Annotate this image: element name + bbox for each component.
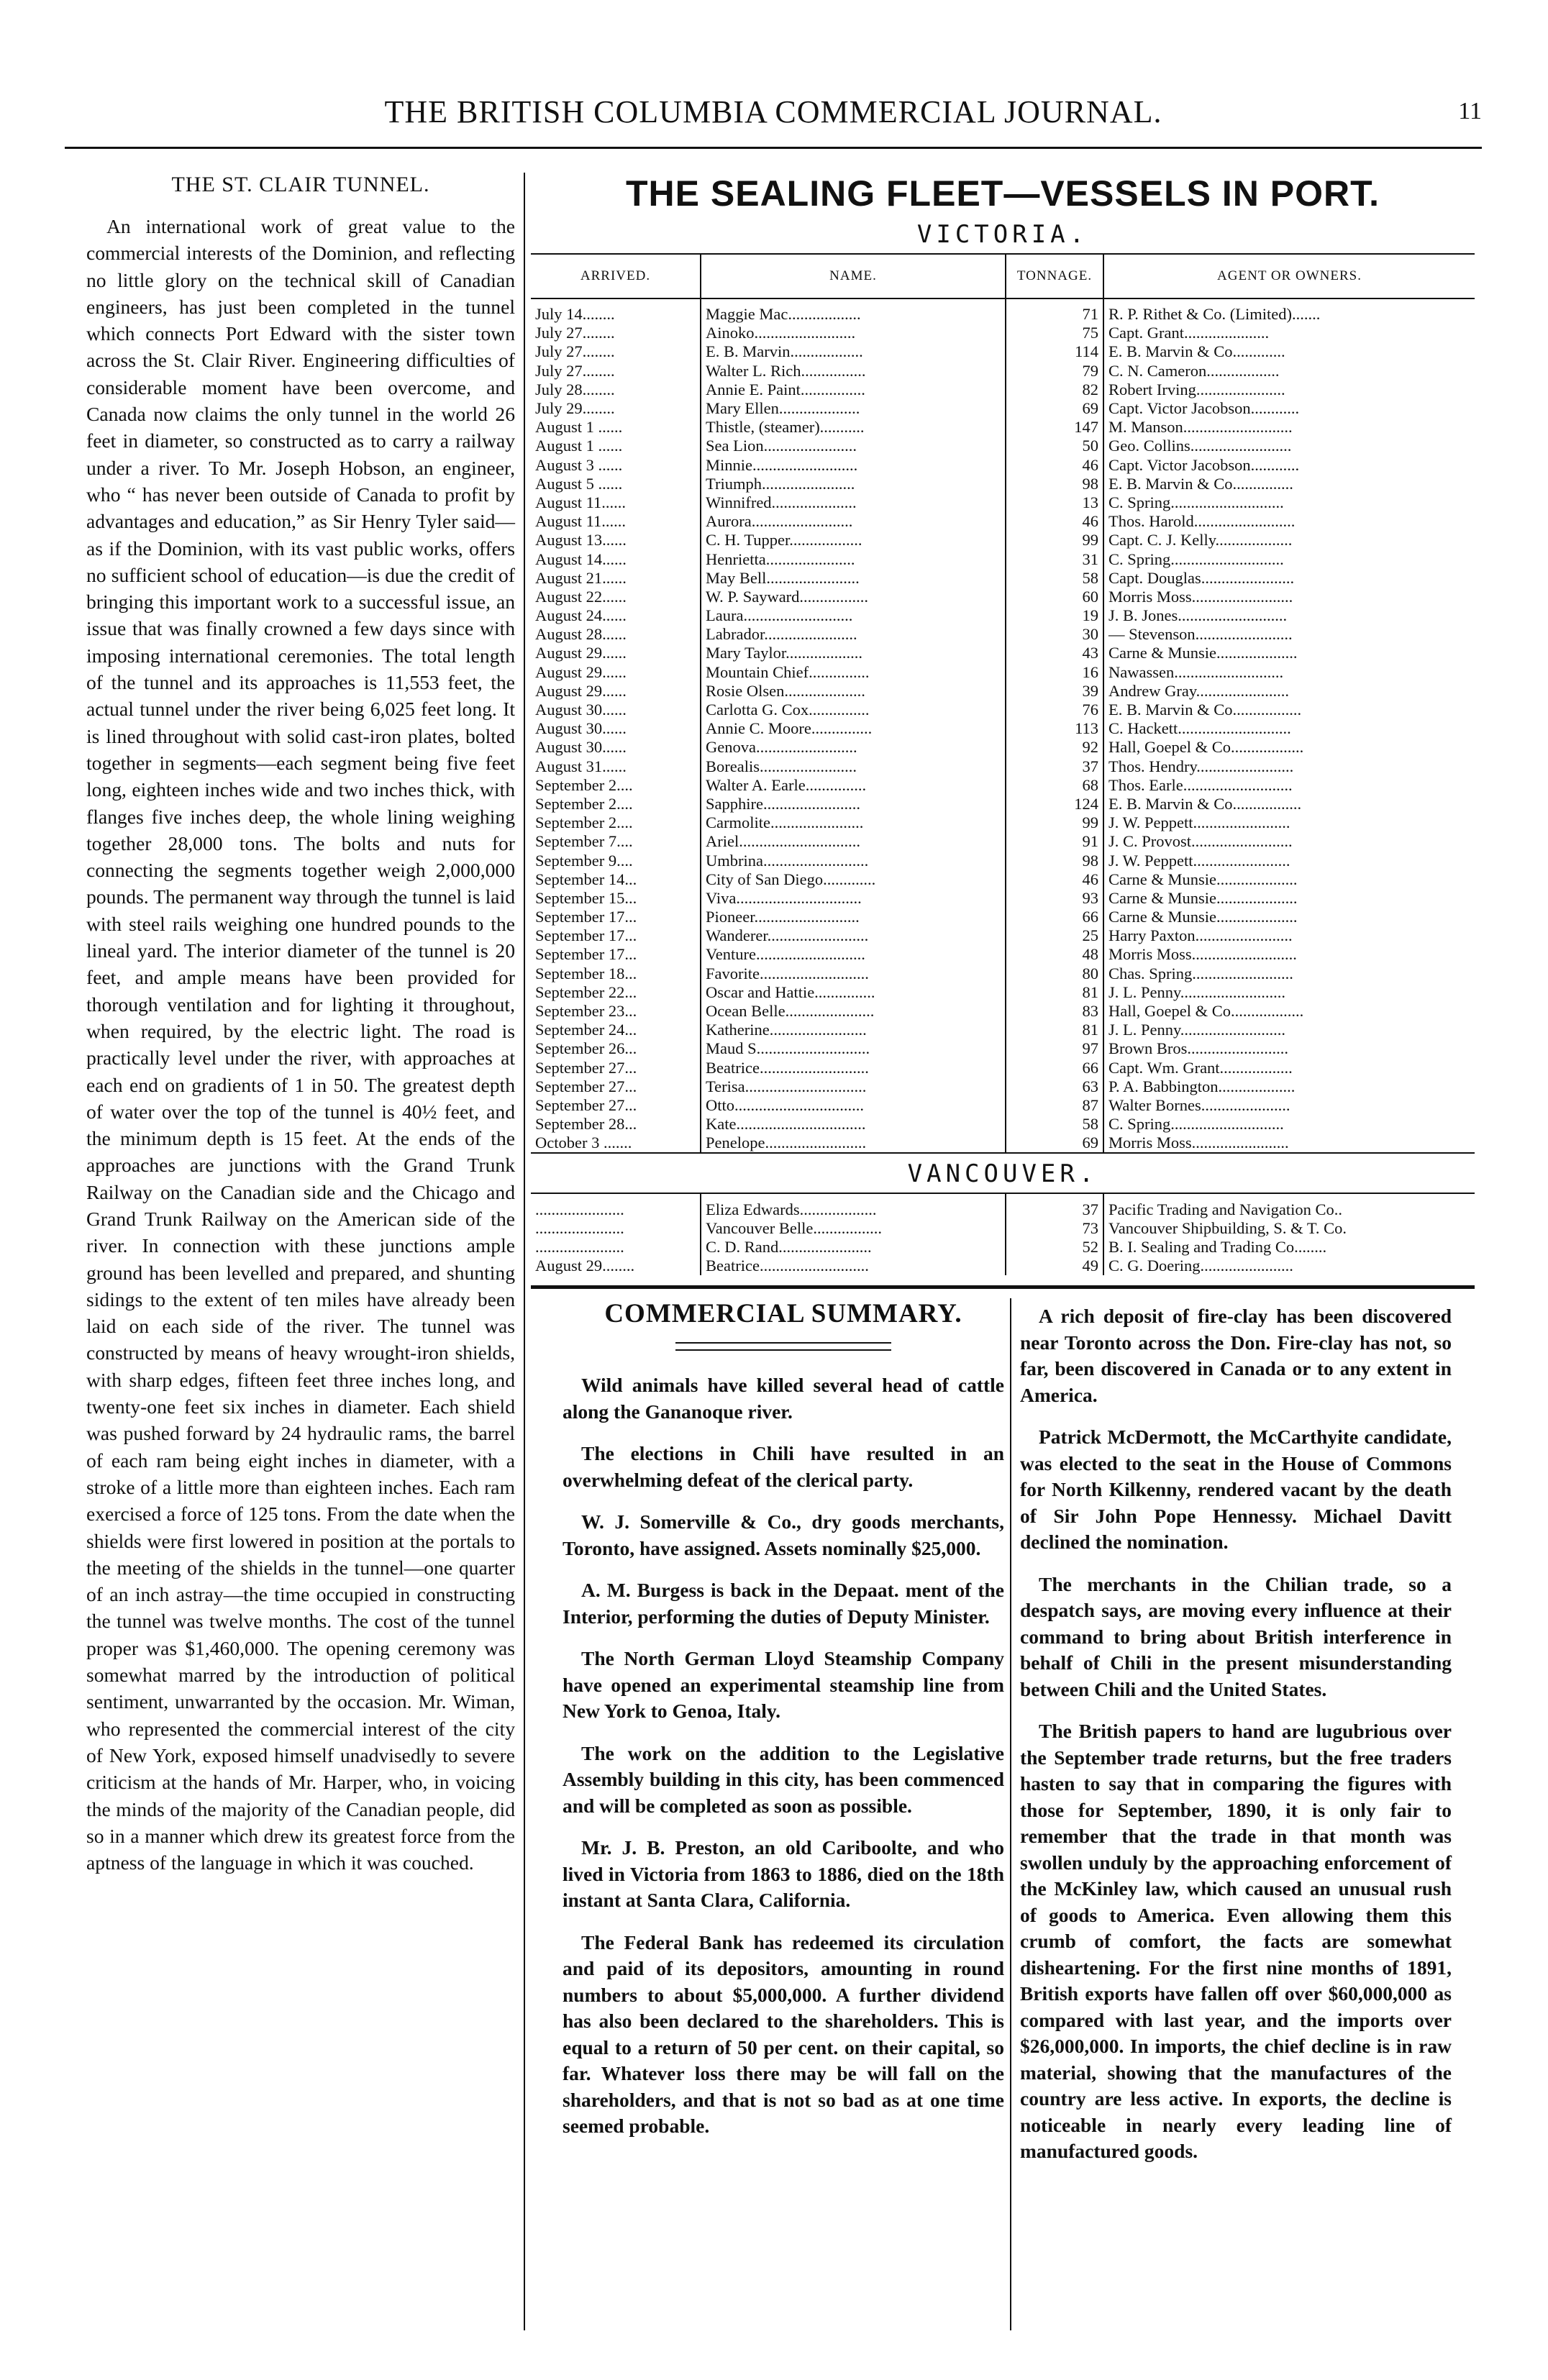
- cell-agent: C. Spring............................: [1108, 493, 1284, 511]
- cell-arrived: August 29........: [531, 1257, 701, 1275]
- cell-arrived: August 14......: [531, 550, 701, 568]
- cell-agent: Hall, Goepel & Co..................: [1108, 1002, 1304, 1021]
- cell-arrived: September 2....: [531, 795, 701, 813]
- cell-tonnage: 81: [1006, 983, 1103, 1002]
- cell-tonnage: 50: [1006, 437, 1103, 455]
- summary-continued-column: [1020, 1303, 1452, 2181]
- cell-arrived: ......................: [531, 1194, 701, 1218]
- cell-tonnage: 79: [1006, 362, 1103, 380]
- cell-arrived: August 29......: [531, 663, 701, 682]
- cell-name: Henrietta......................: [701, 550, 1006, 568]
- cell-name: Annie E. Paint................: [701, 380, 1006, 399]
- cell-agent: Carne & Munsie....................: [1108, 888, 1298, 907]
- cell-name: Maud S............................: [701, 1039, 1006, 1058]
- cell-tonnage: 69: [1006, 399, 1103, 418]
- cell-name: Penelope.........................: [701, 1134, 1006, 1152]
- cell-arrived: ......................: [531, 1238, 701, 1257]
- cell-arrived: August 1 ......: [531, 418, 701, 437]
- victoria-row: [531, 983, 1475, 1002]
- victoria-row: [531, 324, 1475, 342]
- cell-arrived: September 15...: [531, 889, 701, 908]
- summary-item: The merchants in the Chilian trade, so a despatch says, are moving every influence at their command to bring about British interference in behalf of Chili in the present misunderstanding between Chili and the United States.: [1020, 1572, 1452, 1700]
- victoria-row: [531, 701, 1475, 719]
- cell-name: Mountain Chief...............: [701, 663, 1006, 682]
- victoria-row: [531, 719, 1475, 738]
- cell-name: Thistle, (steamer)...........: [701, 418, 1006, 437]
- cell-name: Rosie Olsen....................: [701, 682, 1006, 701]
- cell-arrived: August 11......: [531, 493, 701, 512]
- vancouver-table: [531, 1194, 1475, 1275]
- cell-arrived: August 28......: [531, 625, 701, 644]
- cell-name: Viva...............................: [701, 889, 1006, 908]
- cell-tonnage: 48: [1006, 945, 1103, 964]
- cell-tonnage: 71: [1006, 298, 1103, 324]
- cell-agent: Carne & Munsie....................: [1108, 908, 1298, 926]
- tunnel-article: [86, 173, 515, 2323]
- cell-name: Laura...........................: [701, 606, 1006, 625]
- cell-name: Terisa..............................: [701, 1077, 1006, 1096]
- cell-tonnage: 13: [1006, 493, 1103, 512]
- cell-agent: E. B. Marvin & Co.............: [1108, 342, 1285, 361]
- cell-tonnage: 93: [1006, 889, 1103, 908]
- cell-agent: — Stevenson........................: [1108, 625, 1293, 644]
- cell-name: Katherine........................: [701, 1021, 1006, 1039]
- cell-tonnage: 99: [1006, 531, 1103, 550]
- cell-tonnage: 91: [1006, 832, 1103, 851]
- victoria-row: [531, 1134, 1475, 1152]
- victoria-row: [531, 437, 1475, 455]
- cell-agent: J. C. Provost.........................: [1108, 832, 1293, 851]
- victoria-row: [531, 418, 1475, 437]
- cell-agent: E. B. Marvin & Co.................: [1108, 794, 1302, 813]
- tunnel-heading: THE ST. CLAIR TUNNEL.: [171, 173, 430, 196]
- page-number: 11: [1458, 98, 1482, 124]
- fleet-bottom-rule: [531, 1285, 1475, 1289]
- cell-tonnage: 52: [1006, 1238, 1103, 1257]
- victoria-row: [531, 945, 1475, 964]
- cell-tonnage: 49: [1006, 1257, 1103, 1275]
- cell-arrived: September 27...: [531, 1077, 701, 1096]
- cell-tonnage: 113: [1006, 719, 1103, 738]
- victoria-row: [531, 832, 1475, 851]
- cell-name: Oscar and Hattie...............: [701, 983, 1006, 1002]
- cell-tonnage: 82: [1006, 380, 1103, 399]
- summary-item: A rich deposit of fire-clay has been discovered near Toronto across the Don. Fire-clay has not, so far, been discovered in Canada or to any extent in America.: [1020, 1305, 1452, 1406]
- cell-name: Genova.........................: [701, 738, 1006, 757]
- cell-arrived: September 18...: [531, 965, 701, 983]
- cell-tonnage: 37: [1006, 757, 1103, 776]
- summary-item: A. M. Burgess is back in the Depaat. ment of the Interior, performing the duties of Deputy Minister.: [563, 1579, 1004, 1628]
- cell-agent: Harry Paxton........................: [1108, 926, 1293, 945]
- victoria-row: [531, 456, 1475, 475]
- summary-paragraphs-right: [1020, 1303, 1452, 2165]
- victoria-row: [531, 870, 1475, 889]
- cell-arrived: August 3 ......: [531, 456, 701, 475]
- victoria-row: [531, 588, 1475, 606]
- cell-agent: C. N. Cameron..................: [1108, 361, 1280, 380]
- cell-name: Maggie Mac..................: [701, 298, 1006, 324]
- victoria-row: [531, 1059, 1475, 1077]
- victoria-row: [531, 738, 1475, 757]
- victoria-row: [531, 795, 1475, 813]
- cell-name: Ariel..............................: [701, 832, 1006, 851]
- cell-agent: J. W. Peppett........................: [1108, 851, 1290, 870]
- cell-arrived: August 13......: [531, 531, 701, 550]
- cell-name: Triumph.......................: [701, 475, 1006, 493]
- col-arrived-header: ARRIVED.: [531, 254, 701, 298]
- victoria-row: [531, 908, 1475, 926]
- cell-arrived: September 23...: [531, 1002, 701, 1021]
- victoria-row: [531, 644, 1475, 662]
- cell-arrived: September 27...: [531, 1096, 701, 1115]
- cell-agent: C. Spring............................: [1108, 550, 1284, 568]
- cell-arrived: September 9....: [531, 851, 701, 870]
- cell-arrived: September 17...: [531, 945, 701, 964]
- cell-name: Beatrice...........................: [701, 1059, 1006, 1077]
- cell-tonnage: 60: [1006, 588, 1103, 606]
- cell-tonnage: 69: [1006, 1134, 1103, 1152]
- cell-arrived: July 27........: [531, 362, 701, 380]
- cell-name: Minnie..........................: [701, 456, 1006, 475]
- cell-name: Eliza Edwards...................: [701, 1194, 1006, 1218]
- cell-name: Ocean Belle......................: [701, 1002, 1006, 1021]
- cell-tonnage: 46: [1006, 456, 1103, 475]
- cell-arrived: July 28........: [531, 380, 701, 399]
- cell-agent: Capt. Grant.....................: [1108, 324, 1270, 342]
- summary-item: The North German Lloyd Steamship Company have opened an experimental steamship line from New York to Genoa, Italy.: [563, 1647, 1004, 1722]
- cell-tonnage: 63: [1006, 1077, 1103, 1096]
- cell-name: Carmolite.......................: [701, 813, 1006, 832]
- column-divider-right: [1010, 1298, 1011, 2330]
- cell-arrived: September 22...: [531, 983, 701, 1002]
- cell-agent: Capt. Victor Jacobson............: [1108, 455, 1300, 474]
- victoria-label: VICTORIA.: [916, 220, 1089, 249]
- victoria-row: [531, 512, 1475, 531]
- cell-name: Mary Taylor...................: [701, 644, 1006, 662]
- cell-agent: E. B. Marvin & Co...............: [1108, 474, 1293, 493]
- victoria-bottom-rule: [531, 1152, 1475, 1154]
- cell-agent: C. Hackett............................: [1108, 719, 1291, 738]
- victoria-rows: [531, 298, 1475, 1152]
- victoria-row: [531, 813, 1475, 832]
- cell-arrived: September 14...: [531, 870, 701, 889]
- cell-agent: Vancouver Shipbuilding, S. & T. Co.: [1108, 1218, 1347, 1237]
- cell-agent: R. P. Rithet & Co. (Limited).......: [1108, 305, 1321, 324]
- cell-arrived: September 17...: [531, 926, 701, 945]
- vancouver-row: [531, 1257, 1475, 1275]
- cell-name: Borealis........................: [701, 757, 1006, 776]
- cell-name: Labrador.......................: [701, 625, 1006, 644]
- cell-agent: Capt. Victor Jacobson............: [1108, 399, 1300, 418]
- cell-agent: Capt. Wm. Grant..................: [1108, 1058, 1293, 1077]
- cell-name: Umbrina..........................: [701, 851, 1006, 870]
- cell-tonnage: 92: [1006, 738, 1103, 757]
- cell-arrived: July 29........: [531, 399, 701, 418]
- cell-arrived: September 7....: [531, 832, 701, 851]
- cell-tonnage: 68: [1006, 776, 1103, 795]
- header-rule: [65, 147, 1482, 149]
- cell-name: Sea Lion.......................: [701, 437, 1006, 455]
- victoria-row: [531, 399, 1475, 418]
- cell-agent: Chas. Spring.........................: [1108, 964, 1293, 982]
- tunnel-body: An international work of great value to the commercial interests of the Dominion, and reflecting no little glory on the technical skill of Canadian engineers, has just been completed in the tunnel which connects Port Edward with the sister town across the St. Clair River. Engineering difficulties of considerable moment have been overcome, and Canada now claims the only tunnel in the world 26 feet in diameter, so constructed as to carry a railway under a river. To Mr. Joseph Hobson, an engineer, who “ has never been outside of Canada to profit by advantages and education,” as Sir Henry Tyler said—as if the Dominion, with its vast public works, offers no sufficient school of education—is due the credit of bringing this important work to a successful issue, an issue that was finally crowned a few days since with imposing international ceremonies. The total length of the tunnel and its approaches is 11,553 feet, the actual tunnel under the river being 6,025 feet long. It is lined throughout with solid cast-iron plates, bolted together in segments—each segment being five feet long, eighteen inches wide and two inches thick, with flanges five inches deep, the whole lining weighing together 28,000 tons. The bolts and nuts for connecting the segments together weigh 2,000,000 pounds. The permanent way through the tunnel is laid with steel rails weighing one hundred pounds to the lineal yard. The interior diameter of the tunnel is 20 feet, and ample means have been provided for thorough ventilation and for lighting it throughout, when required, by the electric light. The road is practically level under the river, with approaches at each end on gradients of 1 in 50. The greatest depth of water over the top of the tunnel is 40½ feet, and the minimum depth is 15 feet. At the ends of the approaches are junctions with the Grand Trunk Railway on the Canadian side and the Chicago and Grand Trunk Railway on the American side of the river. In connection with these junctions ample ground has been levelled and prepared, and shunting sidings to the extent of ten miles have already been laid on each side of the river. The tunnel was constructed by means of heavy wrought-iron shields, with sharp edges, fifteen feet three inches long, and twenty-one feet six inches in diameter. Each shield was pushed forward by 24 hydraulic rams, the barrel of each ram being eight inches in diameter, with a stroke of a little more than eighteen inches. Each ram exercised a force of 125 tons. From the date when the shields were first lowered in position at the portals to the meeting of the shields in the tunnel—one quarter of an inch astray—the time occupied in constructing the tunnel was twelve months. The cost of the tunnel proper was $1,460,000. The opening ceremony was somewhat marred by the introduction of political sentiment, unwarranted by the occasion. Mr. Wiman, who represented the commercial interest of the city of New York, exposed himself unadvisedly to severe criticism at the hands of Mr. Harper, who, in voicing the minds of the majority of the Canadian people, did so in a manner which drew its greatest force from the aptness of the language in which it was couched.: [86, 215, 515, 1874]
- victoria-row: [531, 682, 1475, 701]
- cell-name: C. D. Rand.......................: [701, 1238, 1006, 1257]
- summary-item: Wild animals have killed several head of cattle along the Gananoque river.: [563, 1374, 1004, 1423]
- cell-name: Beatrice...........................: [701, 1257, 1006, 1275]
- cell-name: Sapphire........................: [701, 795, 1006, 813]
- cell-agent: Robert Irving......................: [1108, 380, 1285, 398]
- victoria-row: [531, 965, 1475, 983]
- vancouver-label: VANCOUVER.: [907, 1159, 1098, 1189]
- victoria-row: [531, 663, 1475, 682]
- cell-arrived: September 26...: [531, 1039, 701, 1058]
- cell-name: Ainoko.........................: [701, 324, 1006, 342]
- cell-tonnage: 98: [1006, 475, 1103, 493]
- cell-agent: M. Manson...........................: [1108, 418, 1293, 437]
- cell-agent: Hall, Goepel & Co..................: [1108, 738, 1304, 757]
- cell-tonnage: 147: [1006, 418, 1103, 437]
- cell-agent: J. L. Penny..........................: [1108, 982, 1286, 1001]
- victoria-row: [531, 757, 1475, 776]
- victoria-row: [531, 493, 1475, 512]
- cell-agent: Carne & Munsie....................: [1108, 870, 1298, 888]
- cell-arrived: October 3 .......: [531, 1134, 701, 1152]
- victoria-row: [531, 926, 1475, 945]
- cell-tonnage: 46: [1006, 512, 1103, 531]
- cell-agent: Carne & Munsie....................: [1108, 644, 1298, 662]
- cell-arrived: August 29......: [531, 644, 701, 662]
- victoria-row: [531, 531, 1475, 550]
- victoria-row: [531, 606, 1475, 625]
- victoria-row: [531, 298, 1475, 324]
- cell-arrived: September 2....: [531, 813, 701, 832]
- cell-agent: B. I. Sealing and Trading Co........: [1108, 1237, 1327, 1256]
- cell-tonnage: 19: [1006, 606, 1103, 625]
- victoria-row: [531, 342, 1475, 361]
- cell-arrived: September 28...: [531, 1115, 701, 1134]
- cell-agent: Brown Bros.........................: [1108, 1039, 1289, 1058]
- cell-name: Aurora.........................: [701, 512, 1006, 531]
- cell-agent: Capt. Douglas.......................: [1108, 568, 1295, 587]
- cell-name: Carlotta G. Cox...............: [701, 701, 1006, 719]
- cell-arrived: August 5 ......: [531, 475, 701, 493]
- column-divider-left: [524, 173, 525, 2330]
- cell-tonnage: 97: [1006, 1039, 1103, 1058]
- cell-agent: Morris Moss........................: [1108, 1134, 1289, 1152]
- vancouver-row: [531, 1194, 1475, 1218]
- cell-arrived: July 27........: [531, 324, 701, 342]
- cell-tonnage: 75: [1006, 324, 1103, 342]
- summary-item: The Federal Bank has redeemed its circulation and paid of its depositors, amounting in round numbers to about $5,000,000. A further dividend has also been declared to the shareholders. This is equal to a return of 50 per cent. on their capital, so far. Whatever loss there may be will fall on the shareholders, and that is not so bad as at one time seemed probable.: [563, 1930, 1004, 2137]
- cell-arrived: ......................: [531, 1219, 701, 1238]
- cell-name: C. H. Tupper..................: [701, 531, 1006, 550]
- cell-name: W. P. Sayward.................: [701, 588, 1006, 606]
- cell-arrived: September 27...: [531, 1059, 701, 1077]
- cell-name: Wanderer.........................: [701, 926, 1006, 945]
- cell-agent: Capt. C. J. Kelly...................: [1108, 531, 1293, 550]
- victoria-row: [531, 1039, 1475, 1058]
- cell-arrived: September 24...: [531, 1021, 701, 1039]
- cell-agent: P. A. Babbington...................: [1108, 1077, 1296, 1095]
- summary-item: Mr. J. B. Preston, an old Cariboolte, and who lived in Victoria from 1863 to 1886, died on the 18th instant at Santa Clara, California.: [563, 1836, 1004, 1911]
- victoria-table: [531, 253, 1475, 1152]
- col-agent-header: AGENT OR OWNERS.: [1103, 254, 1475, 298]
- victoria-row: [531, 550, 1475, 568]
- cell-agent: Geo. Collins.........................: [1108, 437, 1292, 455]
- victoria-row: [531, 362, 1475, 380]
- journal-title: THE BRITISH COLUMBIA COMMERCIAL JOURNAL.: [384, 94, 1162, 129]
- cell-agent: Walter Bornes......................: [1108, 1095, 1290, 1114]
- cell-name: E. B. Marvin..................: [701, 342, 1006, 361]
- victoria-row: [531, 380, 1475, 399]
- cell-tonnage: 81: [1006, 1021, 1103, 1039]
- cell-name: Winnifred.....................: [701, 493, 1006, 512]
- cell-arrived: August 1 ......: [531, 437, 701, 455]
- cell-agent: J. W. Peppett........................: [1108, 813, 1290, 832]
- cell-arrived: September 17...: [531, 908, 701, 926]
- summary-heading-rule: [675, 1342, 891, 1351]
- vancouver-row: [531, 1219, 1475, 1238]
- cell-tonnage: 58: [1006, 1115, 1103, 1134]
- cell-arrived: August 21......: [531, 569, 701, 588]
- cell-arrived: August 11......: [531, 512, 701, 531]
- cell-name: Venture...........................: [701, 945, 1006, 964]
- cell-arrived: August 30......: [531, 738, 701, 757]
- cell-tonnage: 76: [1006, 701, 1103, 719]
- cell-agent: Morris Moss..........................: [1108, 945, 1297, 964]
- cell-agent: Thos. Earle...........................: [1108, 775, 1293, 794]
- col-name-header: NAME.: [701, 254, 1006, 298]
- cell-name: May Bell.......................: [701, 569, 1006, 588]
- summary-item: Patrick McDermott, the McCarthyite candidate, was elected to the seat in the House of Commons for North Kilkenny, rendered vacant by the death of Sir John Pope Hennessy. Michael Davitt declined the nomination.: [1020, 1426, 1452, 1553]
- cell-arrived: July 14........: [531, 298, 701, 324]
- summary-paragraphs-left: [563, 1372, 1004, 2140]
- victoria-row: [531, 1077, 1475, 1096]
- cell-agent: J. B. Jones...........................: [1108, 606, 1288, 625]
- cell-arrived: August 30......: [531, 719, 701, 738]
- cell-name: Otto................................: [701, 1096, 1006, 1115]
- victoria-row: [531, 569, 1475, 588]
- cell-arrived: August 29......: [531, 682, 701, 701]
- cell-tonnage: 83: [1006, 1002, 1103, 1021]
- cell-tonnage: 87: [1006, 1096, 1103, 1115]
- cell-tonnage: 46: [1006, 870, 1103, 889]
- cell-tonnage: 58: [1006, 569, 1103, 588]
- cell-arrived: September 2....: [531, 776, 701, 795]
- cell-agent: E. B. Marvin & Co.................: [1108, 701, 1302, 719]
- victoria-row: [531, 1002, 1475, 1021]
- victoria-row: [531, 889, 1475, 908]
- cell-tonnage: 31: [1006, 550, 1103, 568]
- cell-tonnage: 124: [1006, 795, 1103, 813]
- victoria-row: [531, 1096, 1475, 1115]
- victoria-row: [531, 625, 1475, 644]
- page-header: [65, 92, 1482, 135]
- cell-arrived: August 22......: [531, 588, 701, 606]
- cell-agent: C. G. Doering.......................: [1108, 1257, 1293, 1275]
- cell-tonnage: 73: [1006, 1219, 1103, 1238]
- cell-tonnage: 98: [1006, 851, 1103, 870]
- cell-arrived: August 31......: [531, 757, 701, 776]
- commercial-summary-column: [563, 1298, 1004, 2156]
- victoria-row: [531, 851, 1475, 870]
- cell-agent: Morris Moss.........................: [1108, 587, 1293, 606]
- summary-item: W. J. Somerville & Co., dry goods merchants, Toronto, have assigned. Assets nominally $25,000.: [563, 1510, 1004, 1559]
- victoria-row: [531, 475, 1475, 493]
- cell-arrived: August 30......: [531, 701, 701, 719]
- cell-name: Vancouver Belle.................: [701, 1219, 1006, 1238]
- cell-name: Annie C. Moore...............: [701, 719, 1006, 738]
- cell-agent: Thos. Harold.........................: [1108, 512, 1296, 531]
- cell-tonnage: 99: [1006, 813, 1103, 832]
- cell-agent: Nawassen...........................: [1108, 662, 1284, 681]
- cell-tonnage: 25: [1006, 926, 1103, 945]
- cell-tonnage: 66: [1006, 1059, 1103, 1077]
- cell-arrived: July 27........: [531, 342, 701, 361]
- cell-name: Walter A. Earle...............: [701, 776, 1006, 795]
- col-tonnage-header: TONNAGE.: [1006, 254, 1103, 298]
- victoria-row: [531, 776, 1475, 795]
- summary-heading: COMMERCIAL SUMMARY.: [604, 1299, 962, 1328]
- cell-agent: C. Spring............................: [1108, 1115, 1284, 1134]
- fleet-title: THE SEALING FLEET—VESSELS IN PORT.: [625, 173, 1380, 214]
- summary-item: The elections in Chili have resulted in an overwhelming defeat of the clerical party.: [563, 1442, 1004, 1491]
- cell-name: Pioneer..........................: [701, 908, 1006, 926]
- cell-agent: J. L. Penny..........................: [1108, 1021, 1286, 1039]
- summary-item: The British papers to hand are lugubrious over the September trade returns, but the free traders hasten to say that in comparing the figures with those for September, 1890, it is only fair to remember that the trade in that month was swollen unduly by the approaching enforcement of the McKinley law, which caused an unusual rush of goods to America. Even allowing them this crumb of comfort, the facts are somewhat disheartening. For the first nine months of 1891, British exports have fallen off over $60,000,000 as compared with last year, and the imports over $26,000,000. In imports, the chief decline is in raw material, showing that the manufactures of the country are less active. In exports, the decline is noticeable in nearly every leading line of manufactured goods.: [1020, 1720, 1452, 2162]
- vancouver-row: [531, 1238, 1475, 1257]
- cell-name: City of San Diego.............: [701, 870, 1006, 889]
- cell-name: Mary Ellen....................: [701, 399, 1006, 418]
- cell-name: Kate................................: [701, 1115, 1006, 1134]
- cell-name: Favorite...........................: [701, 965, 1006, 983]
- cell-tonnage: 66: [1006, 908, 1103, 926]
- victoria-row: [531, 1021, 1475, 1039]
- cell-arrived: August 24......: [531, 606, 701, 625]
- cell-tonnage: 39: [1006, 682, 1103, 701]
- cell-agent: Thos. Hendry........................: [1108, 757, 1294, 775]
- victoria-row: [531, 1115, 1475, 1134]
- cell-tonnage: 43: [1006, 644, 1103, 662]
- cell-name: Walter L. Rich................: [701, 362, 1006, 380]
- sealing-fleet-section: [531, 173, 1475, 1289]
- cell-tonnage: 37: [1006, 1194, 1103, 1218]
- cell-tonnage: 16: [1006, 663, 1103, 682]
- cell-tonnage: 30: [1006, 625, 1103, 644]
- cell-tonnage: 114: [1006, 342, 1103, 361]
- vancouver-rows: [531, 1194, 1475, 1275]
- cell-agent: Andrew Gray.......................: [1108, 681, 1289, 700]
- summary-item: The work on the addition to the Legislative Assembly building in this city, has been commenced and will be completed as soon as possible.: [563, 1741, 1004, 1817]
- cell-agent: Pacific Trading and Navigation Co..: [1108, 1200, 1342, 1218]
- cell-tonnage: 80: [1006, 965, 1103, 983]
